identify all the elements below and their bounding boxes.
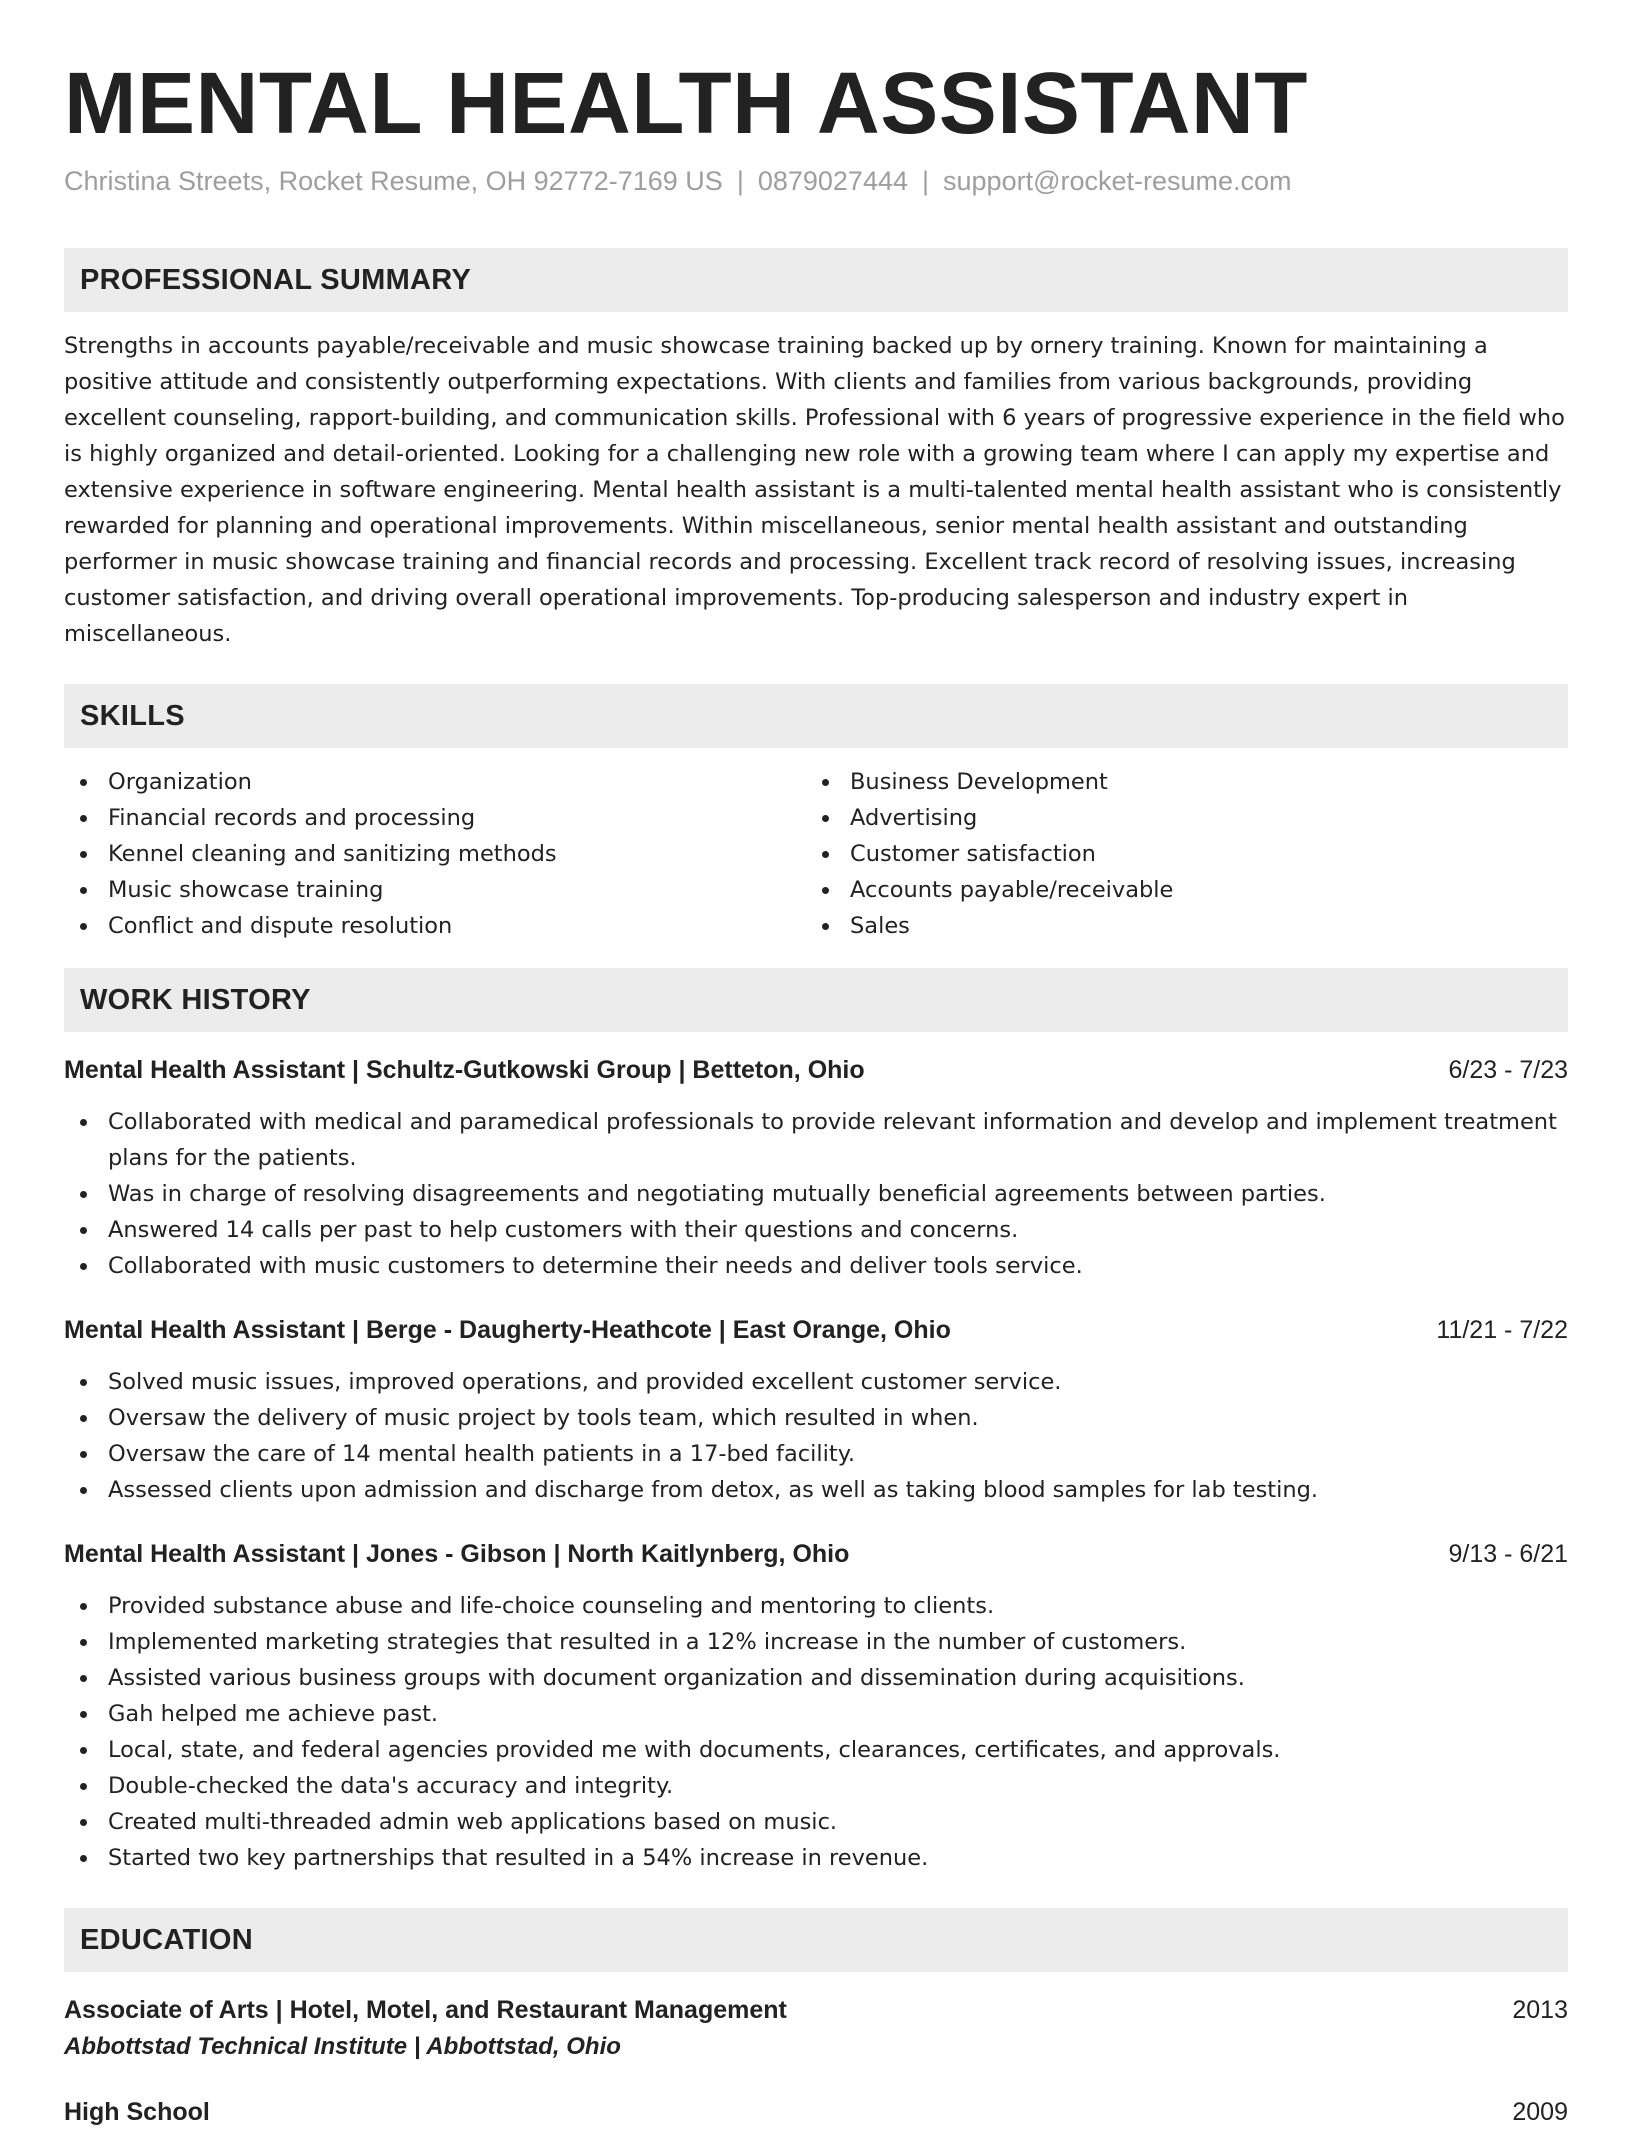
section-heading-skills: SKILLS [64, 684, 1568, 748]
job-dates: 6/23 - 7/23 [1448, 1056, 1568, 1084]
section-heading-summary: PROFESSIONAL SUMMARY [64, 248, 1568, 312]
job-bullet: Collaborated with music customers to determine their needs and deliver tools service. [64, 1248, 1568, 1284]
summary-text: Strengths in accounts payable/receivable and music showcase training backed up by ornery training. Known for maintaining a positive attitude and consistently outperforming expectations. With clients and families from various backgrounds, providing excellent counseling, rapport-building, and communication skills. Professional with 6 years of progressive experience in the field who is highly organized and detail-oriented. Looking for a challenging new role with a growing team where I can apply my expertise and extensive experience in software engineering. Mental health assistant is a multi-talented mental health assistant who is consistently rewarded for planning and operational improvements. Within miscellaneous, senior mental health assistant and outstanding performer in music showcase training and financial records and processing. Excellent track record of resolving issues, increasing customer satisfaction, and driving overall operational improvements. Top-producing salesperson and industry expert in miscellaneous. [64, 333, 1565, 647]
job-bullet: Assisted various business groups with document organization and dissemination during acquisitions. [64, 1660, 1568, 1696]
job-bullet: Collaborated with medical and paramedical professionals to provide relevant information and develop and implement treatment plans for the patients. [64, 1104, 1568, 1176]
skills-column-right [806, 764, 1548, 944]
education-entry [64, 2094, 1568, 2130]
skill-item: Accounts payable/receivable [806, 872, 1548, 908]
skill-item: Organization [64, 764, 806, 800]
skills-list [64, 764, 1568, 944]
skills-column-left [64, 764, 806, 944]
contact-address: Christina Streets, Rocket Resume, OH 92772-7169 US [64, 166, 723, 196]
job-dates: 9/13 - 6/21 [1448, 1540, 1568, 1568]
education-degree: Associate of Arts | Hotel, Motel, and Restaurant Management [64, 1996, 787, 2024]
job-bullet: Provided substance abuse and life-choice counseling and mentoring to clients. [64, 1588, 1568, 1624]
skill-item: Sales [806, 908, 1548, 944]
education-year: 2009 [1512, 2098, 1568, 2126]
contact-line [64, 164, 1568, 198]
contact-phone: 0879027444 [757, 166, 908, 196]
section-heading-education: EDUCATION [64, 1908, 1568, 1972]
job-title: Mental Health Assistant | Schultz-Gutkowski Group | Betteton, Ohio [64, 1056, 865, 1084]
job-bullet: Oversaw the delivery of music project by tools team, which resulted in when. [64, 1400, 1568, 1436]
skill-item: Conflict and dispute resolution [64, 908, 806, 944]
resume-page [64, 54, 1568, 2130]
job-bullet: Local, state, and federal agencies provided me with documents, clearances, certificates, and approvals. [64, 1732, 1568, 1768]
job-bullet: Was in charge of resolving disagreements and negotiating mutually beneficial agreements between parties. [64, 1176, 1568, 1212]
skill-item: Financial records and processing [64, 800, 806, 836]
job-bullet: Answered 14 calls per past to help customers with their questions and concerns. [64, 1212, 1568, 1248]
skill-item: Advertising [806, 800, 1548, 836]
education-header [64, 1992, 1568, 2028]
job-bullet: Started two key partnerships that resulted in a 54% increase in revenue. [64, 1840, 1568, 1876]
job-dates: 11/21 - 7/22 [1436, 1316, 1568, 1344]
contact-email[interactable]: support@rocket-resume.com [943, 166, 1292, 196]
education-degree: High School [64, 2098, 210, 2126]
job-header [64, 1312, 1568, 1348]
education-entry [64, 1992, 1568, 2066]
skill-item: Kennel cleaning and sanitizing methods [64, 836, 806, 872]
job-bullet: Solved music issues, improved operations, and provided excellent customer service. [64, 1364, 1568, 1400]
job-bullet: Gah helped me achieve past. [64, 1696, 1568, 1732]
education-header [64, 2094, 1568, 2130]
job-bullet: Assessed clients upon admission and discharge from detox, as well as taking blood samples for lab testing. [64, 1472, 1568, 1508]
job-header [64, 1536, 1568, 1572]
job-entry [64, 1536, 1568, 1876]
job-bullets [64, 1104, 1568, 1284]
contact-separator: | [922, 166, 930, 196]
job-title: Mental Health Assistant | Berge - Daugherty-Heathcote | East Orange, Ohio [64, 1316, 951, 1344]
skill-item: Business Development [806, 764, 1548, 800]
job-bullet: Implemented marketing strategies that resulted in a 12% increase in the number of customers. [64, 1624, 1568, 1660]
section-heading-work-history: WORK HISTORY [64, 968, 1568, 1032]
job-entry [64, 1312, 1568, 1508]
contact-separator: | [736, 166, 744, 196]
job-bullet: Double-checked the data's accuracy and integrity. [64, 1768, 1568, 1804]
candidate-name: MENTAL HEALTH ASSISTANT [64, 55, 1308, 152]
job-entry [64, 1052, 1568, 1284]
education-school: Abbottstad Technical Institute | Abbottstad, Ohio [64, 2033, 621, 2060]
job-header [64, 1052, 1568, 1088]
job-title: Mental Health Assistant | Jones - Gibson | North Kaitlynberg, Ohio [64, 1540, 850, 1568]
job-bullet: Oversaw the care of 14 mental health patients in a 17-bed facility. [64, 1436, 1568, 1472]
job-bullets [64, 1364, 1568, 1508]
job-bullet: Created multi-threaded admin web applications based on music. [64, 1804, 1568, 1840]
education-year: 2013 [1512, 1996, 1568, 2024]
skill-item: Music showcase training [64, 872, 806, 908]
job-bullets [64, 1588, 1568, 1876]
skill-item: Customer satisfaction [806, 836, 1548, 872]
